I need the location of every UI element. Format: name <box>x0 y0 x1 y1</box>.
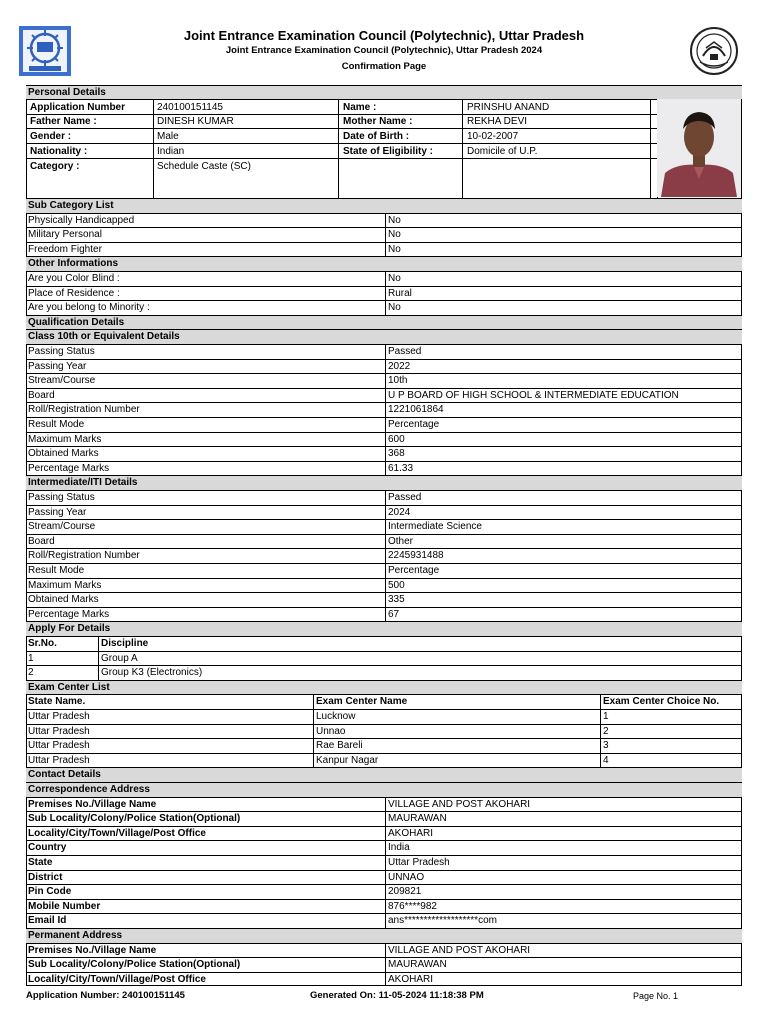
correspondence-value: ans*******************com <box>385 914 497 928</box>
intermediate-label: Result Mode <box>28 565 85 576</box>
class10-value: Passed <box>385 345 421 359</box>
sub-category-label: Freedom Fighter <box>28 243 102 255</box>
other-info-value: Rural <box>385 287 412 301</box>
other-info-value: No <box>385 301 401 315</box>
permanent-value: VILLAGE AND POST AKOHARI <box>385 944 530 958</box>
permanent-row <box>26 943 742 958</box>
sub-category-value: No <box>385 228 401 242</box>
correspondence-value: Uttar Pradesh <box>385 856 450 870</box>
name-value: PRINSHU ANAND <box>467 102 550 113</box>
choice-no-header: Exam Center Choice No. <box>600 695 719 709</box>
other-info-label: Are you Color Blind : <box>28 273 120 284</box>
sr-no-cell: 1 <box>28 652 34 664</box>
nationality-value: Indian <box>157 146 185 157</box>
intermediate-row <box>26 519 742 534</box>
class10-value: Percentage <box>385 418 439 432</box>
council-subtitle: Joint Entrance Examination Council (Polytechnic), Uttar Pradesh 2024 <box>225 45 543 56</box>
section-personal-details: Personal Details <box>26 85 742 100</box>
other-info-value: No <box>385 272 401 286</box>
discipline-cell: Group K3 (Electronics) <box>98 666 202 680</box>
class10-label: Result Mode <box>28 419 85 430</box>
correspondence-label: State <box>28 857 53 868</box>
mother-name-label: Mother Name : <box>343 116 413 127</box>
class10-row <box>26 402 742 417</box>
permanent-label: Locality/City/Town/Village/Post Office <box>28 973 206 985</box>
nationality-label: Nationality : <box>30 146 88 157</box>
intermediate-label: Passing Status <box>28 492 95 503</box>
name-label: Name : <box>343 102 377 113</box>
class10-label: Percentage Marks <box>28 462 110 474</box>
correspondence-row <box>26 913 742 928</box>
personal-details-table <box>26 99 742 198</box>
section-contact: Contact Details <box>26 767 742 782</box>
correspondence-label: Country <box>28 842 67 854</box>
class10-label: Passing Status <box>28 346 95 357</box>
correspondence-value: UNNAO <box>385 871 424 885</box>
correspondence-row <box>26 811 742 826</box>
class10-value: 600 <box>385 433 405 447</box>
sr-no-cell: 2 <box>28 667 34 679</box>
applicant-photo <box>657 99 741 197</box>
correspondence-value: AKOHARI <box>385 827 433 841</box>
correspondence-label: Mobile Number <box>28 900 101 912</box>
application-number-label: Application Number <box>30 102 126 113</box>
class10-label: Passing Year <box>28 360 87 372</box>
other-info-label: Are you belong to Minority : <box>28 302 150 314</box>
correspondence-label: Sub Locality/Colony/Police Station(Optional) <box>28 813 241 825</box>
intermediate-row <box>26 548 742 563</box>
class10-row <box>26 446 742 461</box>
intermediate-label: Maximum Marks <box>28 579 102 591</box>
state-eligibility-value: Domicile of U.P. <box>467 146 538 157</box>
correspondence-label: Pin Code <box>28 886 72 898</box>
class10-value: 2022 <box>385 360 410 374</box>
class10-value: U P BOARD OF HIGH SCHOOL & INTERMEDIATE EDUCATION <box>385 389 679 403</box>
class10-row <box>26 344 742 359</box>
discipline-header: Discipline <box>98 637 148 651</box>
up-state-seal-icon <box>688 26 740 76</box>
apply-for-header-row <box>26 636 742 651</box>
state-name-cell: Uttar Pradesh <box>28 711 90 722</box>
footer-page-number: Page No. 1 <box>633 991 679 1001</box>
intermediate-label: Percentage Marks <box>28 608 110 620</box>
footer-application-number: Application Number: 240100151145 <box>26 990 185 1001</box>
sr-no-header: Sr.No. <box>28 638 57 649</box>
state-name-cell: Uttar Pradesh <box>28 754 90 766</box>
class10-value: 10th <box>385 374 407 388</box>
intermediate-row <box>26 607 742 622</box>
intermediate-row <box>26 563 742 578</box>
exam-center-header: Exam Center Name <box>313 695 600 709</box>
correspondence-label: Premises No./Village Name <box>28 798 157 810</box>
category-label: Category : <box>30 161 80 172</box>
intermediate-value: Percentage <box>385 564 439 578</box>
permanent-row <box>26 957 742 972</box>
sub-category-row <box>26 227 742 242</box>
class10-value: 61.33 <box>385 462 413 476</box>
intermediate-row <box>26 592 742 607</box>
category-value: Schedule Caste (SC) <box>157 161 251 172</box>
intermediate-label: Stream/Course <box>28 521 96 533</box>
correspondence-label: Email Id <box>28 915 67 927</box>
father-name-value: DINESH KUMAR <box>157 116 234 127</box>
permanent-label: Sub Locality/Colony/Police Station(Optional) <box>28 959 241 971</box>
correspondence-value: VILLAGE AND POST AKOHARI <box>385 798 530 812</box>
section-other-info: Other Informations <box>26 256 742 271</box>
correspondence-value: MAURAWAN <box>385 812 447 826</box>
exam-center-row <box>26 753 742 768</box>
correspondence-row <box>26 797 742 812</box>
section-sub-category: Sub Category List <box>26 198 742 213</box>
exam-center-row <box>26 738 742 753</box>
class10-label: Stream/Course <box>28 375 96 387</box>
state-eligibility-label: State of Eligibility : <box>343 146 434 157</box>
class10-label: Maximum Marks <box>28 433 102 445</box>
council-title: Joint Entrance Examination Council (Polytechnic), Uttar Pradesh <box>183 28 585 43</box>
section-apply-for: Apply For Details <box>26 621 742 636</box>
discipline-cell: Group A <box>98 652 138 666</box>
gender-value: Male <box>157 131 179 142</box>
intermediate-value: Passed <box>385 491 421 505</box>
correspondence-row <box>26 884 742 899</box>
other-info-row <box>26 271 742 286</box>
class10-label: Obtained Marks <box>28 448 99 460</box>
exam-center-row <box>26 709 742 724</box>
exam-center-row <box>26 724 742 739</box>
other-info-label: Place of Residence : <box>28 287 120 299</box>
choice-no-cell: 1 <box>600 710 609 724</box>
class10-row <box>26 373 742 388</box>
exam-center-cell: Unnao <box>313 725 600 739</box>
choice-no-cell: 4 <box>600 754 609 768</box>
class10-row <box>26 388 742 403</box>
dob-label: Date of Birth : <box>343 131 410 142</box>
mother-name-value: REKHA DEVI <box>467 116 528 127</box>
intermediate-value: 2024 <box>385 506 410 520</box>
exam-center-header-row <box>26 694 742 709</box>
gender-label: Gender : <box>30 131 72 142</box>
correspondence-row <box>26 870 742 885</box>
class10-value: 368 <box>385 447 405 461</box>
permanent-row <box>26 972 742 987</box>
section-qualification: Qualification Details <box>26 315 742 330</box>
sub-category-row <box>26 242 742 257</box>
choice-no-cell: 3 <box>600 739 609 753</box>
intermediate-value: 67 <box>385 608 399 622</box>
apply-for-row <box>26 651 742 666</box>
other-info-row <box>26 300 742 315</box>
intermediate-label: Roll/Registration Number <box>28 550 140 562</box>
other-info-row <box>26 286 742 301</box>
intermediate-value: Intermediate Science <box>385 520 482 534</box>
intermediate-value: 500 <box>385 579 405 593</box>
sub-category-row <box>26 213 742 228</box>
class10-row <box>26 461 742 476</box>
correspondence-value: India <box>385 841 410 855</box>
correspondence-row <box>26 826 742 841</box>
permanent-label: Premises No./Village Name <box>28 944 157 956</box>
class10-row <box>26 359 742 374</box>
correspondence-row <box>26 840 742 855</box>
intermediate-row <box>26 490 742 505</box>
intermediate-label: Board <box>28 535 55 547</box>
intermediate-value: 2245931488 <box>385 549 444 563</box>
page-title: Confirmation Page <box>341 61 427 72</box>
class10-label: Roll/Registration Number <box>28 404 140 416</box>
section-permanent: Permanent Address <box>26 928 742 943</box>
intermediate-row <box>26 578 742 593</box>
exam-center-cell: Kanpur Nagar <box>313 754 600 768</box>
class10-label: Board <box>28 389 55 401</box>
choice-no-cell: 2 <box>600 725 609 739</box>
permanent-value: AKOHARI <box>385 973 433 987</box>
exam-center-cell: Rae Bareli <box>313 739 600 753</box>
class10-row <box>26 417 742 432</box>
class10-row <box>26 432 742 447</box>
sub-category-value: No <box>385 243 401 257</box>
correspondence-value: 876****982 <box>385 900 437 914</box>
application-number-value: 240100151145 <box>157 102 223 113</box>
correspondence-label: District <box>28 871 63 883</box>
permanent-value: MAURAWAN <box>385 958 447 972</box>
footer-generated-on: Generated On: 11-05-2024 11:18:38 PM <box>310 990 484 1001</box>
state-name-cell: Uttar Pradesh <box>28 725 90 737</box>
correspondence-value: 209821 <box>385 885 421 899</box>
apply-for-row <box>26 665 742 680</box>
sub-category-value: No <box>385 214 401 228</box>
section-class10: Class 10th or Equivalent Details <box>26 329 742 344</box>
section-exam-centers: Exam Center List <box>26 680 742 695</box>
intermediate-label: Passing Year <box>28 506 87 518</box>
intermediate-label: Obtained Marks <box>28 594 99 606</box>
intermediate-row <box>26 505 742 520</box>
correspondence-row <box>26 855 742 870</box>
state-name-cell: Uttar Pradesh <box>28 740 90 752</box>
dob-value: 10-02-2007 <box>467 131 519 142</box>
state-name-header: State Name. <box>28 696 86 708</box>
intermediate-row <box>26 534 742 549</box>
section-intermediate: Intermediate/ITI Details <box>26 475 742 490</box>
father-name-label: Father Name : <box>30 116 97 127</box>
section-correspondence: Correspondence Address <box>26 782 742 797</box>
exam-center-cell: Lucknow <box>313 710 600 724</box>
intermediate-value: Other <box>385 535 413 549</box>
correspondence-label: Locality/City/Town/Village/Post Office <box>28 827 206 839</box>
correspondence-row <box>26 899 742 914</box>
page-header <box>0 0 768 84</box>
intermediate-value: 335 <box>385 593 405 607</box>
sub-category-label: Physically Handicapped <box>28 214 135 226</box>
sub-category-label: Military Personal <box>28 229 102 241</box>
class10-value: 1221061864 <box>385 403 444 417</box>
